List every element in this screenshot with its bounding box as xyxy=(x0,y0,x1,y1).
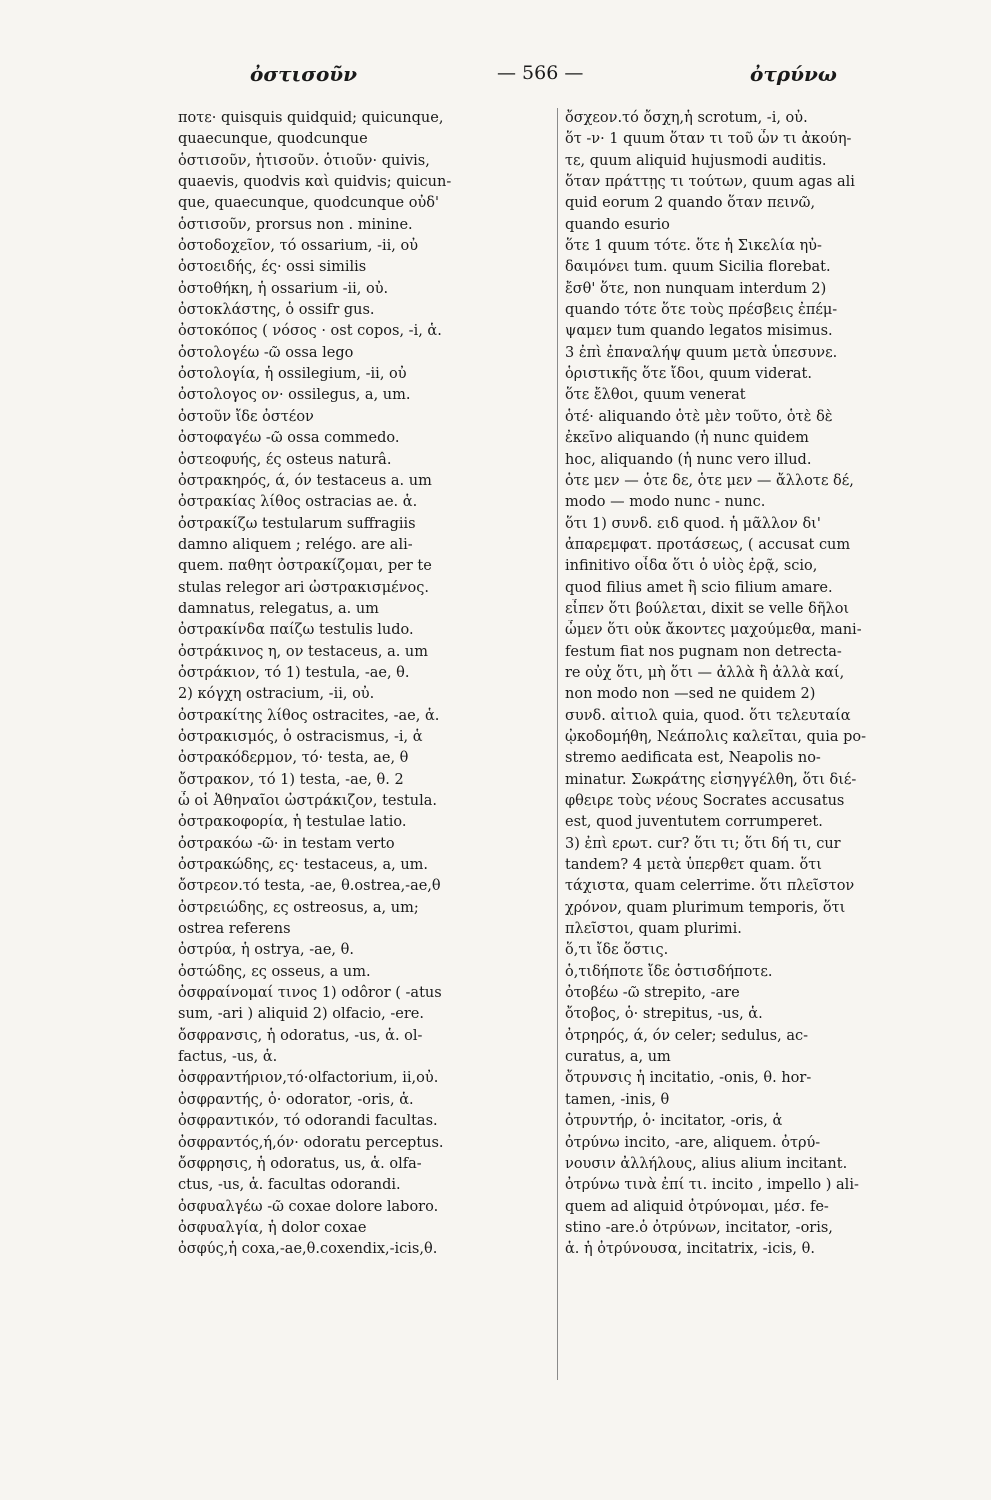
entry-line: ὅτε ἔλθοι, quum venerat xyxy=(565,387,746,404)
entry-line: ὁριστικῆς ὅτε ἴδοι, quum viderat. xyxy=(565,366,812,383)
entry-line: ὀστρακηρός, ά, όν testaceus a. um xyxy=(178,472,432,489)
entry-line: χρόνον, quam plurimum temporis, ὅτι xyxy=(565,899,846,916)
entry-line: modo — modo nunc - nunc. xyxy=(565,494,766,511)
entry-line: ὀστρακόδερμον, τό· testa, ae, θ xyxy=(178,750,409,767)
entry-line: quem. παθητ ὀστρακίζομαι, per te xyxy=(178,558,432,575)
entry-line: quando esurio xyxy=(565,216,670,233)
entry-line: infinitivo οἶδα ὅτι ὁ υἱὸς ἐρᾷ, scio, xyxy=(565,558,818,575)
entry-line: ὦμεν ὅτι οὐκ ἄκοντες μαχούμεθα, mani- xyxy=(565,622,862,639)
entry-line: est, quod juventutem corrumperet. xyxy=(565,814,823,831)
entry-line: ὁτε μεν — ὁτε δε, ὁτε μεν — ἄλλοτε δέ, xyxy=(565,472,854,489)
entry-line: ᾠκοδομήθη, Νεάπολις καλεῖται, quia po- xyxy=(565,728,867,745)
entry-line: quaecunque, quodcunque xyxy=(178,131,368,148)
entry-line: ctus, -us, ἁ. facultas odorandi. xyxy=(178,1177,401,1194)
entry-line: ὄστρεον.τό testa, -ae, θ.ostrea,-ae,θ xyxy=(178,878,441,895)
entry-line: quod filius amet ἢ scio filium amare. xyxy=(565,579,833,596)
entry-line: ὅταν πράττῃς τι τούτων, quum agas ali xyxy=(565,174,855,191)
entry-line: ὀστρακισμός, ὁ ostracismus, -i, ἁ xyxy=(178,728,423,745)
entry-line: ὄσφρανσις, ἡ odoratus, -us, ἁ. ol- xyxy=(178,1027,423,1044)
entry-line: ὀστοῦν ἴδε ὀστέον xyxy=(178,408,314,425)
entry-line: ὀστολογέω -ῶ ossa lego xyxy=(178,344,354,361)
entry-line: ὀστρακοφορία, ἡ testulae latio. xyxy=(178,814,407,831)
entry-line: ὀστρειώδης, ες ostreosus, a, um; xyxy=(178,899,419,916)
entry-line: ὀστοκλάστης, ὁ ossifr gus. xyxy=(178,302,375,319)
entry-line: hoc, aliquando (ἡ nunc vero illud. xyxy=(565,451,812,468)
entry-line: curatus, a, um xyxy=(565,1049,671,1066)
entry-line: tandem? 4 μετὰ ὑπερθετ quam. ὅτι xyxy=(565,857,822,874)
entry-line: ὄτρυνσις ἡ incitatio, -onis, θ. hor- xyxy=(565,1070,812,1087)
entry-line: ὀτρύνω incito, -are, aliquem. ὀτρύ- xyxy=(565,1134,821,1151)
entry-line: ὁτέ· aliquando ὁτὲ μὲν τοῦτο, ὁτὲ δὲ xyxy=(565,408,833,425)
entry-line: ὀτρυντήρ, ὁ· incitator, -oris, ἁ xyxy=(565,1113,783,1130)
left-column xyxy=(178,108,550,1261)
entry-line: συνδ. αἰτιολ quia, quod. ὅτι τελευταία xyxy=(565,707,851,724)
entry-line: ὀστεοφυής, ές osteus naturâ. xyxy=(178,451,392,468)
entry-line: ὄσχεον.τό ὄσχη,ἡ scrotum, -i, οὐ. xyxy=(565,110,808,126)
entry-line: ὀσφραίνομαί τινος 1) odôror ( -atus xyxy=(178,985,442,1002)
entry-line: ὁ,τιδήποτε ἴδε ὁστισδήποτε. xyxy=(565,963,773,980)
entry-line: 2) κόγχη ostracium, -ii, οὐ. xyxy=(178,686,375,703)
entry-line: ὀστοφαγέω -ῶ ossa commedo. xyxy=(178,430,400,447)
page-header xyxy=(0,62,991,90)
entry-line: ὀσφραντικόν, τό odorandi facultas. xyxy=(178,1113,438,1130)
entry-line: ὀστολογία, ἡ ossilegium, -ii, οὐ xyxy=(178,366,407,383)
entry-line: ὀσφυαλγία, ἡ dolor coxae xyxy=(178,1219,367,1236)
entry-line: re οὐχ ὅτι, μὴ ὅτι — ἀλλὰ ἢ ἀλλὰ καί, xyxy=(565,664,845,681)
entry-line: sum, -ari ) aliquid 2) olfacio, -ere. xyxy=(178,1006,424,1023)
entry-line: ὀστρακίας λίθος ostracias ae. ἁ. xyxy=(178,494,418,511)
entry-line: ὀστράκιον, τό 1) testula, -ae, θ. xyxy=(178,664,410,681)
entry-line: damnatus, relegatus, a. um xyxy=(178,600,379,617)
entry-line: ὀστρακόω -ῶ· in testam verto xyxy=(178,835,395,852)
entry-line: stino -are.ὁ ὀτρύνων, incitator, -oris, xyxy=(565,1219,833,1236)
column-divider xyxy=(557,108,558,1380)
page-number: — 566 — xyxy=(497,62,584,84)
entry-line: quaevis, quodvis καὶ quidvis; quicun- xyxy=(178,174,452,191)
entry-line: φθειρε τοὺς νέους Socrates accusatus xyxy=(565,793,845,809)
entry-line: ὀσφραντήριον,τό·olfactorium, ii,οὐ. xyxy=(178,1070,439,1087)
entry-line: que, quaecunque, quodcunque οὐδ' xyxy=(178,195,439,212)
entry-line: ὀστρακίζω testularum suffragiis xyxy=(178,515,416,532)
entry-line: damno aliquem ; relégo. are ali- xyxy=(178,536,413,553)
entry-line: τε, quum aliquid hujusmodi auditis. xyxy=(565,152,827,169)
entry-line: ψαμεν tum quando legatos misimus. xyxy=(565,323,833,340)
entry-line: 3 ἐπὶ ἐπαναλήψ quum μετὰ ὑπεσυνε. xyxy=(565,344,838,361)
entry-line: τάχιστα, quam celerrime. ὅτι πλεῖστον xyxy=(565,878,855,895)
entry-line: ὀστρύα, ἡ ostrya, -ae, θ. xyxy=(178,942,354,959)
entry-line: εἶπεν ὅτι βούλεται, dixit se velle δῆλοι xyxy=(565,600,850,617)
entry-line: ἁ. ἡ ὀτρύνουσα, incitatrix, -icis, θ. xyxy=(565,1241,815,1258)
entry-line: νουσιν ἀλλήλους, alius alium incitant. xyxy=(565,1155,848,1172)
entry-line: ὀστοκόπος ( νόσος · ost copos, -i, ἁ. xyxy=(178,323,442,340)
entry-line: ὁστισοῦν, ἡτισοῦν. ὁτιοῦν· quivis, xyxy=(178,152,430,169)
entry-line: ὀτρηρός, ά, όν celer; sedulus, ac- xyxy=(565,1027,809,1044)
entry-line: ὀσφραντός,ή,όν· odoratu perceptus. xyxy=(178,1134,444,1151)
entry-line: ὁστισοῦν, prorsus non . minine. xyxy=(178,216,413,233)
entry-line: ὀτρύνω τινὰ ἐπί τι. incito , impello ) ali- xyxy=(565,1177,859,1194)
entry-line: ὀστρακίνδα παίζω testulis ludo. xyxy=(178,622,414,639)
header-left-guideword: ὀστισοῦν xyxy=(250,62,358,86)
header-right-guideword: ὀτρύνω xyxy=(750,62,837,86)
entry-line: ὀστρακίτης λίθος ostracites, -ae, ἁ. xyxy=(178,707,440,724)
entry-line: ἔσθ' ὅτε, non nunquam interdum 2) xyxy=(565,280,827,297)
entry-line: quem ad aliquid ὀτρύνομαι, μέσ. fe- xyxy=(565,1198,829,1215)
entry-line: ostrea referens xyxy=(178,921,291,938)
entry-line: ὦ οἱ Ἀθηναῖοι ὠστράκιζον, testula. xyxy=(178,793,437,809)
entry-line: minatur. Σωκράτης εἰσηγγέλθη, ὅτι διέ- xyxy=(565,771,857,788)
entry-line: ὀστράκινος η, ον testaceus, a. um xyxy=(178,643,429,660)
entry-line: ὀστοειδής, ές· ossi similis xyxy=(178,259,367,276)
entry-line: ὅτε 1 quum τότε. ὅτε ἡ Σικελία ηὐ- xyxy=(565,238,822,255)
entry-line: ὀσφυαλγέω -ῶ coxae dolore laboro. xyxy=(178,1198,439,1215)
entry-line: ὀσφύς,ἡ coxa,-ae,θ.coxendix,-icis,θ. xyxy=(178,1241,438,1258)
entry-line: non modo non —sed ne quidem 2) xyxy=(565,686,816,703)
entry-line: ὄσφρησις, ἡ odoratus, us, ἁ. olfa- xyxy=(178,1155,422,1172)
entry-line: ὀσφραντής, ὁ· odorator, -oris, ἁ. xyxy=(178,1091,414,1108)
entry-line: ἀπαρεμφατ. προτάσεως, ( accusat cum xyxy=(565,536,851,553)
entry-line: ὀστοθήκη, ἡ ossarium -ii, οὐ. xyxy=(178,280,389,297)
entry-line: ὀστρακώδης, ες· testaceus, a, um. xyxy=(178,857,429,874)
entry-line: tamen, -inis, θ xyxy=(565,1091,670,1108)
entry-line: stulas relegor ari ὠστρακισμένος. xyxy=(178,579,429,596)
entry-line: ὀστώδης, ες osseus, a um. xyxy=(178,963,371,980)
entry-line: ἐκεῖνο aliquando (ἡ nunc quidem xyxy=(565,430,809,447)
entry-line: festum fiat nos pugnam non detrecta- xyxy=(565,643,842,660)
entry-line: δαιμόνει tum. quum Sicilia florebat. xyxy=(565,259,831,276)
entry-line: 3) ἐπὶ ερωτ. cur? ὅτι τι; ὅτι δή τι, cur xyxy=(565,835,841,852)
entry-line: factus, -us, ἁ. xyxy=(178,1049,278,1066)
entry-line: ὀστοδοχεῖον, τό ossarium, -ii, οὐ xyxy=(178,238,419,255)
entry-line: ὅτ -ν· 1 quum ὅταν τι τοῦ ὦν τι ἀκούη- xyxy=(565,131,852,148)
entry-line: ὅτι 1) συνδ. ειδ quod. ἡ μᾶλλον δι' xyxy=(565,515,821,532)
entry-line: stremo aedificata est, Neapolis no- xyxy=(565,750,821,767)
right-column xyxy=(565,108,945,1261)
entry-line: quid eorum 2 quando ὅταν πεινῶ, xyxy=(565,195,816,212)
entry-line: πλεῖστοι, quam plurimi. xyxy=(565,921,742,938)
entry-line: ὀτοβέω -ῶ strepito, -are xyxy=(565,985,740,1002)
entry-line: ὅ,τι ἴδε ὅστις. xyxy=(565,942,669,959)
entry-line: ὄστρακον, τό 1) testa, -ae, θ. 2 xyxy=(178,771,404,788)
entry-line: ὄτοβος, ὁ· strepitus, -us, ἁ. xyxy=(565,1006,763,1023)
entry-line: quando τότε ὅτε τοὺς πρέσβεις ἐπέμ- xyxy=(565,302,838,319)
entry-line: ὀστολογος ον· ossilegus, a, um. xyxy=(178,387,411,404)
entry-line: ποτε· quisquis quidquid; quicunque, xyxy=(178,110,444,126)
